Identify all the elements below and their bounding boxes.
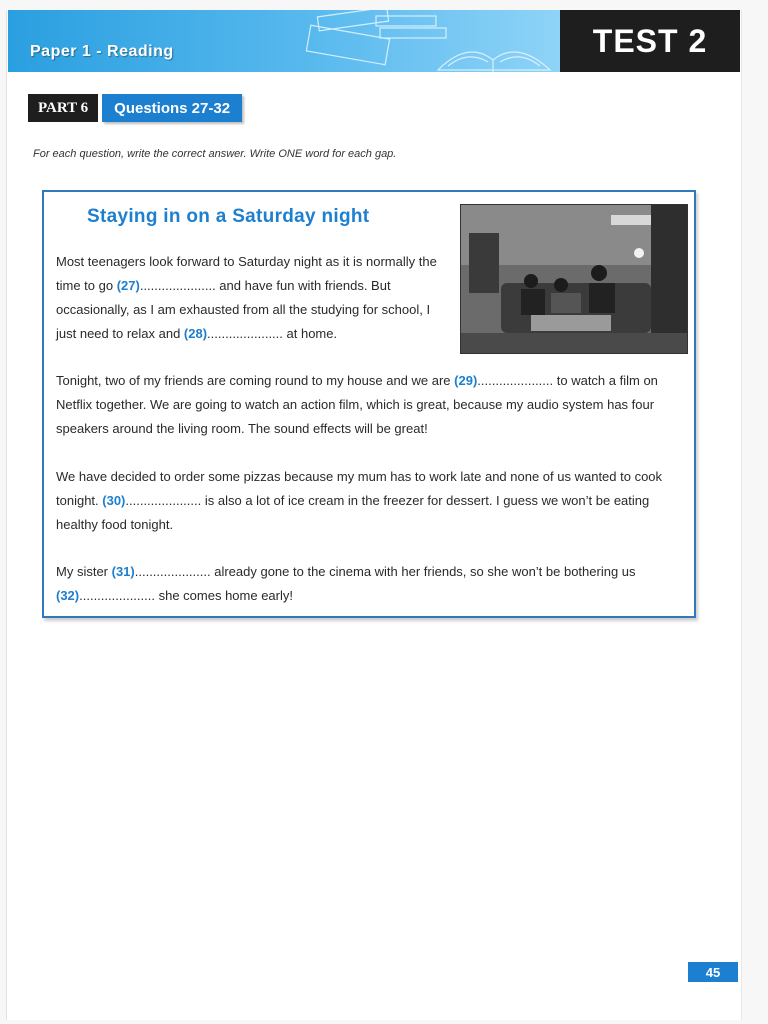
paragraph-1 [56, 250, 446, 346]
paragraph-3 [56, 465, 682, 537]
paragraph-4-text-a: My sister [56, 564, 112, 579]
page-number: 45 [688, 962, 738, 982]
paragraph-1-text-a: Most teenagers look forward to Saturday night as it is normally the time to go [56, 254, 437, 293]
gap-27[interactable]: (27) [116, 278, 140, 293]
gap-28-blank[interactable]: ..................... [207, 326, 283, 341]
article-title: Staying in on a Saturday night [87, 206, 370, 227]
paragraph-3-text-a: We have decided to order some pizzas because my mum has to work late and none of us wanted to cook tonight. [56, 469, 663, 508]
article-box [42, 190, 696, 618]
paragraph-2-text-b: to watch a film on Netflix together. We are going to watch an action film, which is great, because my audio system has four speakers around the living room. The sound effects will be great! [56, 373, 658, 436]
gap-32-blank[interactable]: ..................... [79, 588, 155, 603]
paragraph-2 [56, 369, 682, 441]
gap-29-blank[interactable]: ..................... [477, 373, 554, 388]
gap-30[interactable]: (30) [102, 493, 126, 508]
paragraph-4-text-b: already gone to the cinema with her friends, so she won’t be bothering us [210, 564, 636, 579]
paragraph-4-text-c: she comes home early! [154, 588, 293, 603]
gap-27-blank[interactable]: ..................... [139, 278, 216, 293]
living-room-photo [460, 204, 688, 354]
part-header [28, 94, 242, 122]
paragraph-2-text-a: Tonight, two of my friends are coming round to my house and we are [56, 373, 455, 388]
paragraph-1-text-b: and have fun with friends. But occasionally, as I am exhausted from all the studying for school, I just need to relax and [56, 278, 431, 341]
paragraph-3-text-b: is also a lot of ice cream in the freezer for dessert. I guess we won’t be eating healthy food tonight. [56, 493, 650, 532]
paragraph-4 [56, 560, 682, 608]
questions-range: Questions 27-32 [102, 94, 242, 122]
gap-31-blank[interactable]: ..................... [134, 564, 211, 579]
books-illustration [288, 10, 560, 72]
gap-30-blank[interactable]: ..................... [125, 493, 202, 508]
gap-32[interactable]: (32) [56, 588, 80, 603]
paragraph-1-text-c: at home. [282, 326, 338, 341]
gap-29[interactable]: (29) [454, 373, 478, 388]
gap-31[interactable]: (31) [111, 564, 135, 579]
paper-title: Paper 1 - Reading [30, 43, 174, 60]
gap-28[interactable]: (28) [183, 326, 208, 341]
test-label: TEST 2 [560, 10, 740, 72]
instructions: For each question, write the correct answer. Write ONE word for each gap. [33, 148, 397, 160]
header-banner [8, 10, 560, 72]
part-label: PART 6 [28, 94, 98, 122]
